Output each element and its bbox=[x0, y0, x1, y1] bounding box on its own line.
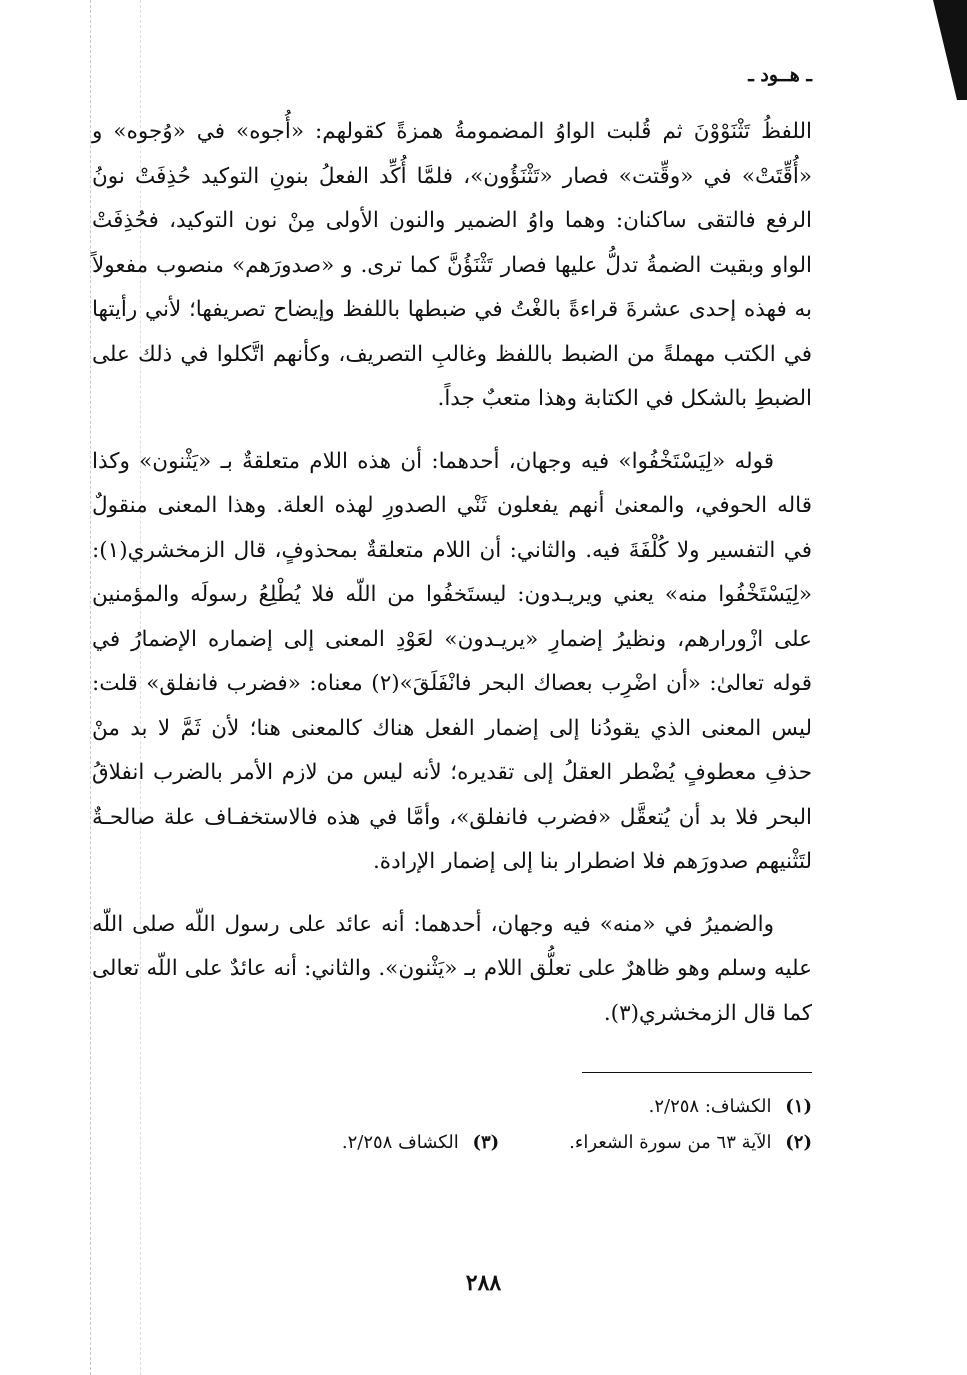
document-page bbox=[92, 60, 812, 1161]
footnote-text: الآية ٦٣ من سورة الشعراء. bbox=[569, 1132, 772, 1153]
footnote-text: الكشاف: ٢/٢٥٨. bbox=[648, 1096, 772, 1117]
footnote-3 bbox=[342, 1125, 499, 1161]
footnote-number: (١) bbox=[785, 1096, 812, 1117]
footnote-2 bbox=[569, 1125, 812, 1161]
paragraph-3: والضميرُ في «منه» فيه وجهان، أحدهما: أنه عائد على رسول اللّه صلى اللّه عليه وسلم وهو ظاهرٌ على تعلُّق اللام بـ «يَثْنون». والثاني: أنه عائدٌ على اللّه تعالى كما قال الزمخشري(٣). bbox=[92, 911, 812, 1026]
paragraph-2: قوله «لِيَسْتَخْفُوا» فيه وجهان، أحدهما: أن هذه اللام متعلقةٌ بـ «يَثْنون» وكذا قاله الحوفي، والمعنىٰ أنهم يفعلون ثَنْي الصدورِ لهذه العلة. وهذا المعنى منقولٌ في التفسير ولا كُلْفَةَ فيه. والثاني: أن اللام متعلقةٌ بمحذوفٍ، قال الزمخشري(١): «لِيَسْتَخْفُوا منه» يعني ويريـدون: ليستَخفُوا من اللّه فلا يُطْلِعُ رسولَه والمؤمنين على ازْورارهم، ونظيرُ إضمارِ «يريـدون» لعَوْدِ المعنى إلى إضماره الإضمارُ في قوله تعالىٰ: «أن اضْرِب بعصاك البحر فانْفَلَقَ»(٢) معناه: «فضرب فانفلق» قلت: ليس المعنى الذي يقودُنا إلى إضمار الفعل هناك كالمعنى هنا؛ لأن ثَمَّ لا بد منْ حذفِ معطوفٍ يُضْطر العقلُ إلى تقديره؛ لأنه ليس من لازم الأمر بالضرب انفلاقُ البحر فلا بد أن يُتعقَّل «فضرب فانفلق»، وأمَّا في هذه فالاستخفـاف علة صالحـةٌ لتَثْنيهم صدورَهم فلا اضطرار بنا إلى إضمار الإرادة. bbox=[92, 448, 812, 874]
running-head: ـ هــود ـ bbox=[748, 64, 812, 86]
footnote-row-1 bbox=[92, 1089, 812, 1125]
page-number: ٢٨٨ bbox=[465, 1270, 502, 1296]
scan-corner-mark bbox=[927, 0, 967, 100]
scan-fold-line bbox=[90, 0, 91, 1375]
paragraph-1: اللفظُ تَثْنَوْوْنَ ثم قُلبت الواوُ المضمومةُ همزةً كقولهم: «أُجوه» في «وُجوه» و «أُقِّتَتْ» في «وقِّتت» فصار «تَثْنَؤُون»، فلمَّا أُكِّد الفعلُ بنونِ التوكيد حُذِفَتْ نونُ الرفع فالتقى ساكنان: وهما واوُ الضمير والنون الأولى مِنْ نون التوكيد، فحُذِفَتْ الواو وبقيت الضمةُ تدلُّ عليها فصار تَثْنَؤُنَّ كما ترى. و «صدورَهم» منصوب مفعولاً به فهذه إحدى عشرةَ قراءةً بالغْتُ في ضبطها باللفظ وإيضاح تصريفها؛ لأني رأيتها في الكتب مهملةً من الضبط باللفظ وغالبِ التصريف، وكأنهم اتَّكلوا في ذلك على الضبطِ بالشكل في الكتابة وهذا متعبٌ جداً. bbox=[92, 119, 812, 411]
footnote-number: (٣) bbox=[472, 1132, 500, 1153]
footnote-number: (٢) bbox=[785, 1132, 812, 1153]
footnote-row-2 bbox=[92, 1125, 812, 1161]
footnote-1 bbox=[649, 1089, 812, 1125]
footnote-separator bbox=[582, 1072, 812, 1073]
footnotes bbox=[92, 1089, 812, 1161]
footnote-text: الكشاف ٢/٢٥٨. bbox=[341, 1132, 459, 1153]
